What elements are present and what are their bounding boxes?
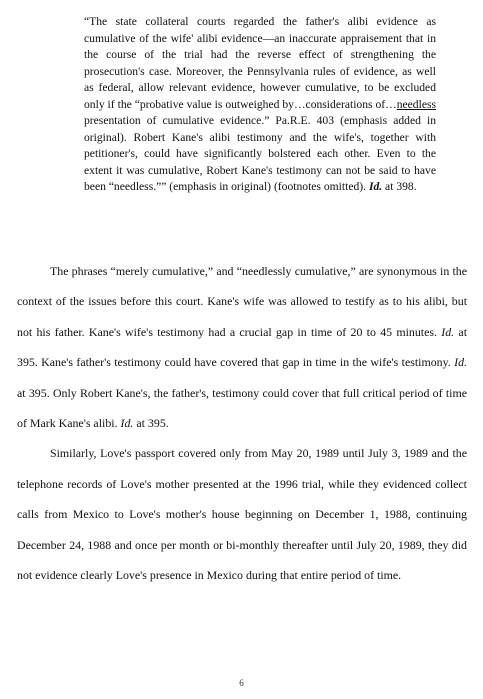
paragraph-cumulative [17, 256, 467, 438]
quote-paragraph [84, 14, 436, 196]
quote-underlined-word: needless [396, 97, 436, 111]
paragraph-passport: Similarly, Love's passport covered only from May 20, 1989 until July 3, 1989 and the telephone records of Love's mother presented at the 1996 trial, while they evidenced collect calls from Mexico to Love's mother's house beginning on December 1, 1988, continuing December 24, 1988 and once per month or bi-monthly thereafter until July 20, 1989, they did not evidence clearly Love's presence in Mexico during that entire period of time. [17, 446, 467, 583]
page-number: 6 [239, 678, 244, 688]
quote-citation: Id. [368, 180, 383, 193]
paragraph1-text3: at 395. Only Robert Kane's, the father's, testimony could cover that full critical period of time of Mark Kane's alibi. [17, 385, 467, 431]
body-text [17, 256, 467, 590]
paragraph1-text1: The phrases “merely cumulative,” and “needlessly cumulative,” are synonymous in the context of the issues before this court. Kane's wife was allowed to testify as to his alibi, but not his father. Kane's wife's testimony had a crucial gap in time of 20 to 45 minutes. [17, 264, 467, 339]
citation-id: Id. [120, 416, 134, 431]
paragraph1-text4: at 395. [133, 416, 169, 431]
citation-id: Id. [454, 355, 467, 370]
paragraph1-text2: at 395. Kane's father's testimony could have covered that gap in time in the wife's testimony. [17, 324, 467, 370]
block-quote [84, 14, 436, 196]
quote-text-part2: presentation of cumulative evidence.” Pa.R.E. 403 (emphasis added in original). Robert Kane's alibi testimony and the wife's, together with petitioner's, could have significantly bolstered each other. Even to the extent it was cumulative, Robert Kane's testimony can not be said to have been “needless.”” (emphasis in original) (footnotes omitted). [84, 114, 436, 193]
quote-text-part3: at 398. [382, 180, 417, 193]
quote-text-part1: “The state collateral courts regarded the father's alibi evidence as cumulative of the wife' alibi evidence—an inaccurate appraisement that in the course of the trial had the reverse effect of strengthening the prosecution's case. Moreover, the Pennsylvania rules of evidence, as well as federal, allow relevant evidence, however cumulative, to be excluded only if the “probative value is outweighed by…considerations of… [84, 15, 436, 111]
citation-id: Id. [441, 324, 455, 339]
